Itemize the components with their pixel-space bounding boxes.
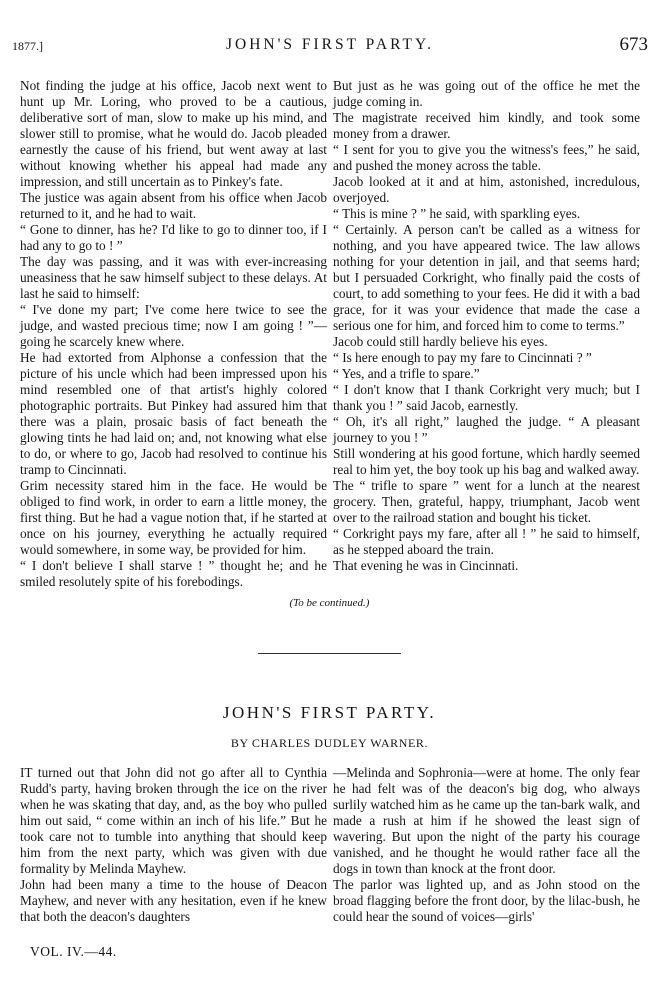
paragraph: But just as he was going out of the office he met the judge coming in. bbox=[333, 78, 640, 109]
story-left-column bbox=[20, 78, 327, 590]
paragraph: The magistrate received him kindly, and took some money from a drawer. bbox=[333, 110, 640, 141]
paragraph: The justice was again absent from his office when Jacob returned to it, and he had to wait. bbox=[20, 190, 327, 221]
page-number: 673 bbox=[619, 34, 648, 55]
paragraph: “ Is here enough to pay my fare to Cincinnati ? ” bbox=[333, 350, 592, 365]
paragraph: “ Oh, it's all right,” laughed the judge. “ A pleasant journey to you ! ” bbox=[333, 414, 640, 445]
paragraph: “ I've done my part; I've come here twice to see the judge, and wasted precious time; now I am going ! ”—going he scarcely knew where. bbox=[20, 302, 327, 349]
paragraph: “ This is mine ? ” he said, with sparkling eyes. bbox=[333, 206, 581, 221]
paragraph: That evening he was in Cincinnati. bbox=[333, 558, 519, 573]
article-left-column bbox=[20, 765, 327, 925]
section-divider bbox=[258, 653, 401, 654]
article-byline: BY CHARLES DUDLEY WARNER. bbox=[230, 736, 429, 750]
paragraph: The day was passing, and it was with ever-increasing uneasiness that he saw himself subject to these delays. At last he said to himself: bbox=[20, 254, 327, 301]
paragraph: Jacob looked at it and at him, astonished, incredulous, overjoyed. bbox=[333, 174, 640, 205]
volume-signature: VOL. IV.—44. bbox=[30, 944, 117, 959]
paragraph: “ Yes, and a trifle to spare.” bbox=[333, 366, 480, 381]
story-right-column bbox=[333, 78, 640, 574]
paragraph: “ Certainly. A person can't be called as a witness for nothing, and you have appeared twice. The law allows nothing for your detention in jail, and that seems hard; but I persuaded Corkright, who finally paid the costs of court, to add something to your fees. He did it with a bad grace, for it was your evidence that made the case a serious one for him, and forced him to come to terms.” bbox=[333, 222, 640, 333]
paragraph: John had been many a time to the house of Deacon Mayhew, and never with any hesitation, even if he knew that both the deacon's daughters bbox=[20, 877, 327, 924]
paragraph: Still wondering at his good fortune, which hardly seemed real to him yet, the boy took up his bag and walked away. bbox=[333, 446, 640, 477]
paragraph: —Melinda and Sophronia—were at home. The only fear he had felt was of the deacon's big dog, who always surlily watched him as he came up the tan-bark walk, and made a rush at him if he showed the least sign of wavering. But upon the night of the party his courage vanished, and he thought he would rather face all the dogs in town than knock at the front door. bbox=[333, 765, 640, 876]
paragraph: The parlor was lighted up, and as John stood on the broad flagging before the front door, by the lilac-bush, he could hear the sound of voices—girls' bbox=[333, 877, 640, 924]
paragraph: He had extorted from Alphonse a confession that the picture of his uncle which had been impressed upon his mind resembled one of that artist's highly colored photographic portraits. But Pinkey had assured him that there was a plain, prosaic basis of fact beneath the glowing tints he had laid on; and, not knowing what else to do, or where to go, Jacob had resolved to continue his tramp to Cincinnati. bbox=[20, 350, 327, 477]
paragraph: “ I don't know that I thank Corkright very much; but I thank you ! ” said Jacob, earnestly. bbox=[333, 382, 640, 413]
running-title: JOHN'S FIRST PARTY. bbox=[225, 36, 435, 53]
paragraph: “ Corkright pays my fare, after all ! ” he said to himself, as he stepped aboard the train. bbox=[333, 526, 640, 557]
continued-note: (To be continued.) bbox=[289, 597, 370, 609]
article-title: JOHN'S FIRST PARTY. bbox=[222, 703, 437, 722]
paragraph: “ I don't believe I shall starve ! ” thought he; and he smiled resolutely spite of his forebodings. bbox=[20, 558, 327, 589]
paragraph: IT turned out that John did not go after all to Cynthia Rudd's party, having broken through the ice on the river when he was skating that day, and, as the boy who pulled him out said, “ come within an inch of his life.” But he took care not to tumble into anything that should keep him from the next party, which was given with due formality by Melinda Mayhew. bbox=[20, 765, 327, 876]
paragraph: Not finding the judge at his office, Jacob next went to hunt up Mr. Loring, who proved to be a cautious, deliberative sort of man, slow to make up his mind, and slower still to promise, what he would do. Jacob pleaded earnestly the cause of his friend, but went away at last without knowing whether his appeal had made any impression, and still uncertain as to Pinkey's fate. bbox=[20, 78, 327, 189]
paragraph: “ I sent for you to give you the witness's fees,” he said, and pushed the money across the table. bbox=[333, 142, 640, 173]
paragraph: Grim necessity stared him in the face. He would be obliged to find work, in order to earn a little money, the first thing. But he had a vague notion that, if he started at once on his journey, everything he actually required would somewhere, in some way, be provided for him. bbox=[20, 478, 327, 557]
article-right-column bbox=[333, 765, 640, 925]
paragraph: Jacob could still hardly believe his eyes. bbox=[333, 334, 548, 349]
page-header bbox=[12, 36, 648, 58]
paragraph: “ Gone to dinner, has he? I'd like to go to dinner too, if I had any to go to ! ” bbox=[20, 222, 327, 253]
header-year: 1877.] bbox=[12, 39, 43, 53]
paragraph: The “ trifle to spare ” went for a lunch at the nearest grocery. Then, grateful, happy, triumphant, Jacob went over to the railroad station and bought his ticket. bbox=[333, 478, 640, 525]
